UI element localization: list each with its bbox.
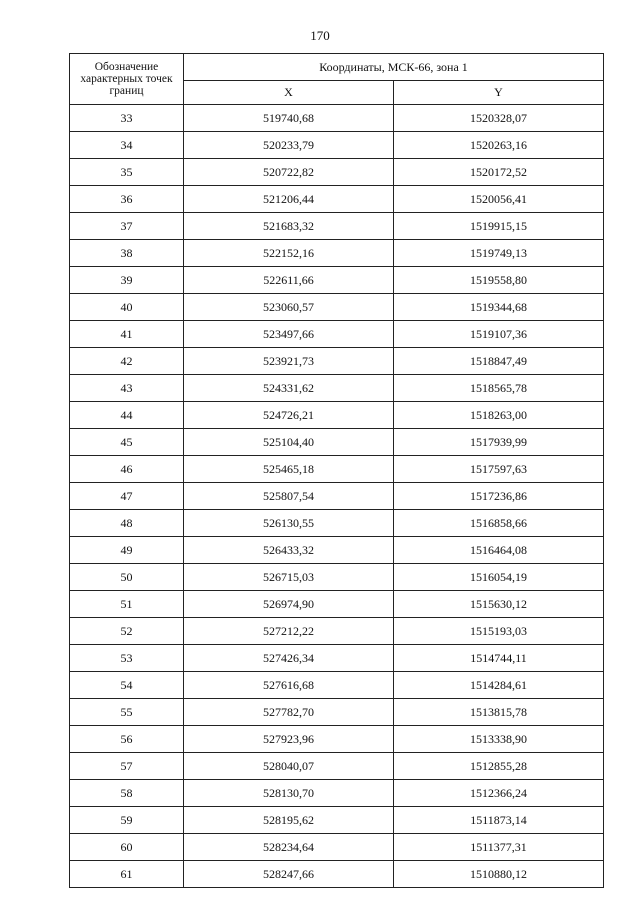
point-cell: 56 — [70, 726, 184, 753]
x-coordinate-cell: 528040,07 — [184, 753, 394, 780]
x-coordinate-cell: 527782,70 — [184, 699, 394, 726]
x-coordinate-cell: 523060,57 — [184, 294, 394, 321]
y-coordinate-cell: 1520328,07 — [394, 105, 604, 132]
x-coordinate-cell: 525465,18 — [184, 456, 394, 483]
x-coordinate-cell: 525807,54 — [184, 483, 394, 510]
y-coordinate-cell: 1519344,68 — [394, 294, 604, 321]
table-row — [70, 105, 604, 132]
point-cell: 61 — [70, 861, 184, 888]
x-coordinate-cell: 526974,90 — [184, 591, 394, 618]
x-coordinate-cell: 522611,66 — [184, 267, 394, 294]
table-row — [70, 456, 604, 483]
y-coordinate-cell: 1517939,99 — [394, 429, 604, 456]
table-row — [70, 861, 604, 888]
point-cell: 34 — [70, 132, 184, 159]
point-cell: 51 — [70, 591, 184, 618]
y-coordinate-cell: 1518565,78 — [394, 375, 604, 402]
x-coordinate-cell: 528247,66 — [184, 861, 394, 888]
table-row — [70, 159, 604, 186]
header-y: Y — [394, 81, 604, 105]
x-coordinate-cell: 526130,55 — [184, 510, 394, 537]
point-cell: 53 — [70, 645, 184, 672]
page-number: 170 — [310, 28, 330, 43]
point-cell: 44 — [70, 402, 184, 429]
x-coordinate-cell: 527426,34 — [184, 645, 394, 672]
point-cell: 35 — [70, 159, 184, 186]
point-cell: 55 — [70, 699, 184, 726]
point-cell: 48 — [70, 510, 184, 537]
table-row — [70, 348, 604, 375]
table-row — [70, 240, 604, 267]
table-row — [70, 321, 604, 348]
table-row — [70, 672, 604, 699]
point-cell: 54 — [70, 672, 184, 699]
table-row — [70, 132, 604, 159]
y-coordinate-cell: 1512366,24 — [394, 780, 604, 807]
point-cell: 59 — [70, 807, 184, 834]
table-row — [70, 780, 604, 807]
point-cell: 40 — [70, 294, 184, 321]
point-cell: 33 — [70, 105, 184, 132]
point-cell: 43 — [70, 375, 184, 402]
x-coordinate-cell: 523921,73 — [184, 348, 394, 375]
point-cell: 50 — [70, 564, 184, 591]
y-coordinate-cell: 1520056,41 — [394, 186, 604, 213]
table-row — [70, 807, 604, 834]
x-coordinate-cell: 520233,79 — [184, 132, 394, 159]
table-row — [70, 537, 604, 564]
x-coordinate-cell: 527212,22 — [184, 618, 394, 645]
y-coordinate-cell: 1510880,12 — [394, 861, 604, 888]
x-coordinate-cell: 520722,82 — [184, 159, 394, 186]
y-coordinate-cell: 1517597,63 — [394, 456, 604, 483]
y-coordinate-cell: 1519107,36 — [394, 321, 604, 348]
point-cell: 37 — [70, 213, 184, 240]
table-row — [70, 699, 604, 726]
table-row — [70, 726, 604, 753]
y-coordinate-cell: 1511873,14 — [394, 807, 604, 834]
y-coordinate-cell: 1517236,86 — [394, 483, 604, 510]
x-coordinate-cell: 527923,96 — [184, 726, 394, 753]
y-coordinate-cell: 1516464,08 — [394, 537, 604, 564]
point-cell: 39 — [70, 267, 184, 294]
point-cell: 42 — [70, 348, 184, 375]
x-coordinate-cell: 522152,16 — [184, 240, 394, 267]
x-coordinate-cell: 519740,68 — [184, 105, 394, 132]
point-cell: 60 — [70, 834, 184, 861]
y-coordinate-cell: 1519558,80 — [394, 267, 604, 294]
table-row — [70, 429, 604, 456]
table-header — [70, 54, 604, 105]
point-cell: 38 — [70, 240, 184, 267]
x-coordinate-cell: 528130,70 — [184, 780, 394, 807]
x-coordinate-cell: 524726,21 — [184, 402, 394, 429]
table-row — [70, 564, 604, 591]
table-row — [70, 375, 604, 402]
point-cell: 52 — [70, 618, 184, 645]
y-coordinate-cell: 1518847,49 — [394, 348, 604, 375]
table-row — [70, 267, 604, 294]
header-point-designation: Обозначение характерных точек границ — [70, 54, 184, 105]
point-cell: 49 — [70, 537, 184, 564]
y-coordinate-cell: 1520172,52 — [394, 159, 604, 186]
x-coordinate-cell: 524331,62 — [184, 375, 394, 402]
y-coordinate-cell: 1520263,16 — [394, 132, 604, 159]
x-coordinate-cell: 528195,62 — [184, 807, 394, 834]
x-coordinate-cell: 528234,64 — [184, 834, 394, 861]
x-coordinate-cell: 526715,03 — [184, 564, 394, 591]
table-row — [70, 294, 604, 321]
y-coordinate-cell: 1516858,66 — [394, 510, 604, 537]
y-coordinate-cell: 1518263,00 — [394, 402, 604, 429]
table-row — [70, 618, 604, 645]
x-coordinate-cell: 525104,40 — [184, 429, 394, 456]
x-coordinate-cell: 521683,32 — [184, 213, 394, 240]
y-coordinate-cell: 1514284,61 — [394, 672, 604, 699]
point-cell: 41 — [70, 321, 184, 348]
y-coordinate-cell: 1511377,31 — [394, 834, 604, 861]
header-x: X — [184, 81, 394, 105]
table-row — [70, 753, 604, 780]
table-row — [70, 645, 604, 672]
y-coordinate-cell: 1519749,13 — [394, 240, 604, 267]
table-row — [70, 591, 604, 618]
point-cell: 57 — [70, 753, 184, 780]
y-coordinate-cell: 1515193,03 — [394, 618, 604, 645]
header-coordinates: Координаты, МСК-66, зона 1 — [184, 54, 604, 81]
table-row — [70, 213, 604, 240]
y-coordinate-cell: 1513338,90 — [394, 726, 604, 753]
y-coordinate-cell: 1514744,11 — [394, 645, 604, 672]
x-coordinate-cell: 523497,66 — [184, 321, 394, 348]
y-coordinate-cell: 1516054,19 — [394, 564, 604, 591]
x-coordinate-cell: 527616,68 — [184, 672, 394, 699]
x-coordinate-cell: 526433,32 — [184, 537, 394, 564]
coordinates-table — [69, 53, 604, 888]
table-row — [70, 510, 604, 537]
table-row — [70, 483, 604, 510]
point-cell: 45 — [70, 429, 184, 456]
point-cell: 46 — [70, 456, 184, 483]
table-body — [70, 105, 604, 888]
y-coordinate-cell: 1515630,12 — [394, 591, 604, 618]
point-cell: 47 — [70, 483, 184, 510]
point-cell: 58 — [70, 780, 184, 807]
y-coordinate-cell: 1513815,78 — [394, 699, 604, 726]
x-coordinate-cell: 521206,44 — [184, 186, 394, 213]
table-row — [70, 402, 604, 429]
table-row — [70, 186, 604, 213]
y-coordinate-cell: 1519915,15 — [394, 213, 604, 240]
y-coordinate-cell: 1512855,28 — [394, 753, 604, 780]
point-cell: 36 — [70, 186, 184, 213]
table-row — [70, 834, 604, 861]
